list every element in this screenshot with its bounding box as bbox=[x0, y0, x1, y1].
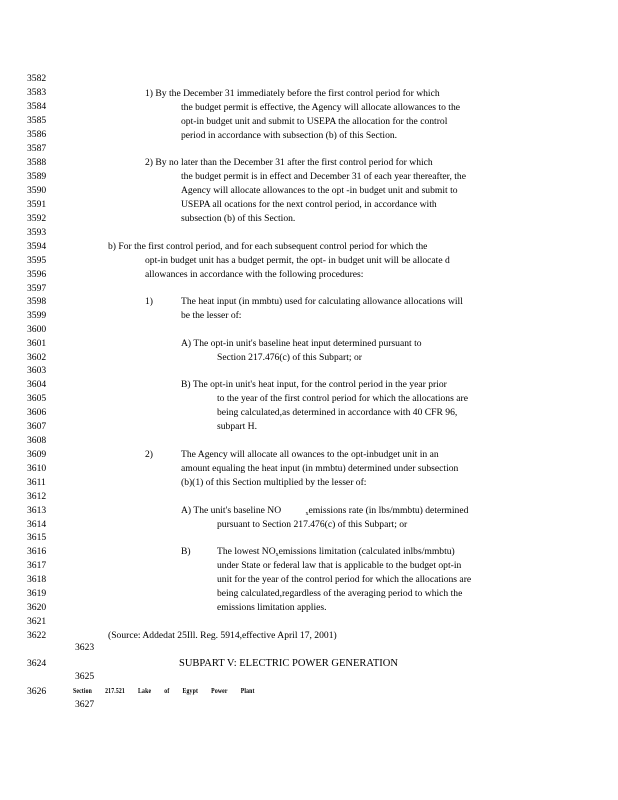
line-number: 3624 bbox=[27, 658, 47, 669]
paragraph-line: being calculated,regardless of the averaging period to which the bbox=[217, 588, 463, 599]
line-number: 3620 bbox=[27, 602, 47, 613]
paragraph-line bbox=[181, 505, 468, 520]
paragraph-line: Agency will allocate allowances to the opt -in budget unit and submit to bbox=[181, 185, 458, 196]
line-number: 3587 bbox=[27, 143, 47, 154]
line-number: 3627 bbox=[75, 699, 95, 710]
line-number: 3584 bbox=[27, 101, 47, 112]
subscript: x bbox=[275, 552, 279, 558]
line-number: 3609 bbox=[27, 449, 47, 460]
paragraph-line: being calculated,as determined in accordance with 40 CFR 96, bbox=[217, 407, 458, 418]
paragraph-line: subsection (b) of this Section. bbox=[181, 213, 296, 224]
text-segment: The lowest NO bbox=[217, 546, 276, 557]
text-segment: A) The unit's baseline NO bbox=[181, 505, 282, 516]
section-word: Section bbox=[73, 687, 93, 695]
paragraph-line: A) The opt-in unit's baseline heat input determined pursuant to bbox=[181, 338, 422, 349]
line-number: 3615 bbox=[27, 532, 47, 543]
source-note: (Source: Addedat 25Ill. Reg. 5914,effective April 17, 2001) bbox=[108, 630, 337, 641]
text-segment: emissions limitation (calculated inlbs/mmbtu) bbox=[278, 546, 455, 557]
line-number: 3593 bbox=[27, 227, 47, 238]
line-number: 3595 bbox=[27, 255, 47, 266]
line-number: 3601 bbox=[27, 338, 47, 349]
paragraph-line: (b)(1) of this Section multiplied by the lesser of: bbox=[181, 477, 367, 488]
line-number: 3597 bbox=[27, 283, 47, 294]
subpart-heading: SUBPART V: ELECTRIC POWER GENERATION bbox=[179, 658, 398, 669]
paragraph-line: USEPA all ocations for the next control period, in accordance with bbox=[181, 199, 437, 210]
line-number: 3600 bbox=[27, 324, 47, 335]
line-number: 3626 bbox=[27, 686, 47, 697]
paragraph-line: 2) By no later than the December 31 after the first control period for which bbox=[145, 157, 433, 168]
section-word: Power bbox=[211, 687, 228, 695]
line-number: 3599 bbox=[27, 310, 47, 321]
paragraph-line: the budget permit is in effect and December 31 of each year thereafter, the bbox=[181, 171, 466, 182]
line-number: 3612 bbox=[27, 491, 47, 502]
paragraph-line: 1) By the December 31 immediately before the first control period for which bbox=[145, 88, 440, 99]
line-number: 3606 bbox=[27, 407, 47, 418]
paragraph-line: opt-in budget unit and submit to USEPA the allocation for the control bbox=[181, 116, 448, 127]
line-number: 3602 bbox=[27, 352, 47, 363]
line-number: 3613 bbox=[27, 505, 47, 516]
line-number: 3589 bbox=[27, 171, 47, 182]
item-label: 2) bbox=[145, 449, 153, 460]
line-number: 3591 bbox=[27, 199, 47, 210]
paragraph-line: be the lesser of: bbox=[181, 310, 242, 321]
line-number: 3616 bbox=[27, 546, 47, 557]
line-number: 3590 bbox=[27, 185, 47, 196]
paragraph-line: the budget permit is effective, the Agency will allocate allowances to the bbox=[181, 102, 461, 113]
line-number: 3603 bbox=[27, 365, 47, 376]
line-number: 3605 bbox=[27, 393, 47, 404]
line-number: 3608 bbox=[27, 435, 47, 446]
line-number: 3610 bbox=[27, 463, 47, 474]
paragraph-line: The heat input (in mmbtu) used for calculating allowance allocations will bbox=[181, 296, 463, 307]
line-number: 3617 bbox=[27, 560, 47, 571]
paragraph-line: amount equaling the heat input (in mmbtu) determined under subsection bbox=[181, 463, 459, 474]
text-segment: emissions rate (in lbs/mmbtu) determined bbox=[308, 505, 469, 516]
section-word: Egypt bbox=[182, 687, 199, 695]
line-number: 3586 bbox=[27, 129, 47, 140]
paragraph-line: under State or federal law that is applicable to the budget opt-in bbox=[217, 560, 462, 571]
paragraph-line: pursuant to Section 217.476(c) of this Subpart; or bbox=[217, 519, 408, 530]
line-number: 3583 bbox=[27, 87, 47, 98]
line-number: 3611 bbox=[27, 477, 46, 488]
line-number: 3621 bbox=[27, 616, 47, 627]
section-word: Lake bbox=[138, 687, 152, 695]
line-number: 3625 bbox=[75, 671, 95, 682]
line-number: 3594 bbox=[27, 241, 47, 252]
line-number: 3607 bbox=[27, 421, 47, 432]
line-number: 3592 bbox=[27, 213, 47, 224]
line-number: 3596 bbox=[27, 269, 47, 280]
paragraph-line: B) The opt-in unit's heat input, for the control period in the year prior bbox=[181, 379, 447, 390]
section-word: 217.521 bbox=[105, 687, 125, 695]
paragraph-line: emissions limitation applies. bbox=[217, 602, 327, 613]
paragraph-line: b) For the first control period, and for each subsequent control period for which the bbox=[108, 241, 428, 252]
line-number: 3623 bbox=[75, 642, 95, 653]
line-number: 3618 bbox=[27, 574, 47, 585]
section-word: of bbox=[164, 687, 170, 695]
line-number: 3598 bbox=[27, 296, 47, 307]
paragraph-line: period in accordance with subsection (b) of this Section. bbox=[181, 130, 398, 141]
item-label: 1) bbox=[145, 296, 153, 307]
subscript: x bbox=[305, 511, 309, 517]
item-label: B) bbox=[181, 546, 191, 557]
line-number: 3585 bbox=[27, 115, 47, 126]
paragraph-line: opt-in budget unit has a budget permit, the opt- in budget unit will be allocate d bbox=[145, 255, 450, 266]
paragraph-line: Section 217.476(c) of this Subpart; or bbox=[217, 352, 362, 363]
line-number: 3619 bbox=[27, 588, 47, 599]
section-word: Plant bbox=[240, 687, 255, 695]
paragraph-line: to the year of the first control period for which the allocations are bbox=[217, 393, 468, 404]
line-number: 3582 bbox=[27, 73, 47, 84]
paragraph-line: allowances in accordance with the following procedures: bbox=[145, 269, 364, 280]
section-heading bbox=[73, 686, 268, 697]
line-number: 3622 bbox=[27, 630, 47, 641]
paragraph-line bbox=[217, 546, 455, 561]
line-number: 3588 bbox=[27, 157, 47, 168]
paragraph-line: The Agency will allocate all owances to the opt-inbudget unit in an bbox=[181, 449, 439, 460]
paragraph-line: unit for the year of the control period for which the allocations are bbox=[217, 574, 472, 585]
paragraph-line: subpart H. bbox=[217, 421, 257, 432]
line-number: 3614 bbox=[27, 519, 47, 530]
line-number: 3604 bbox=[27, 379, 47, 390]
